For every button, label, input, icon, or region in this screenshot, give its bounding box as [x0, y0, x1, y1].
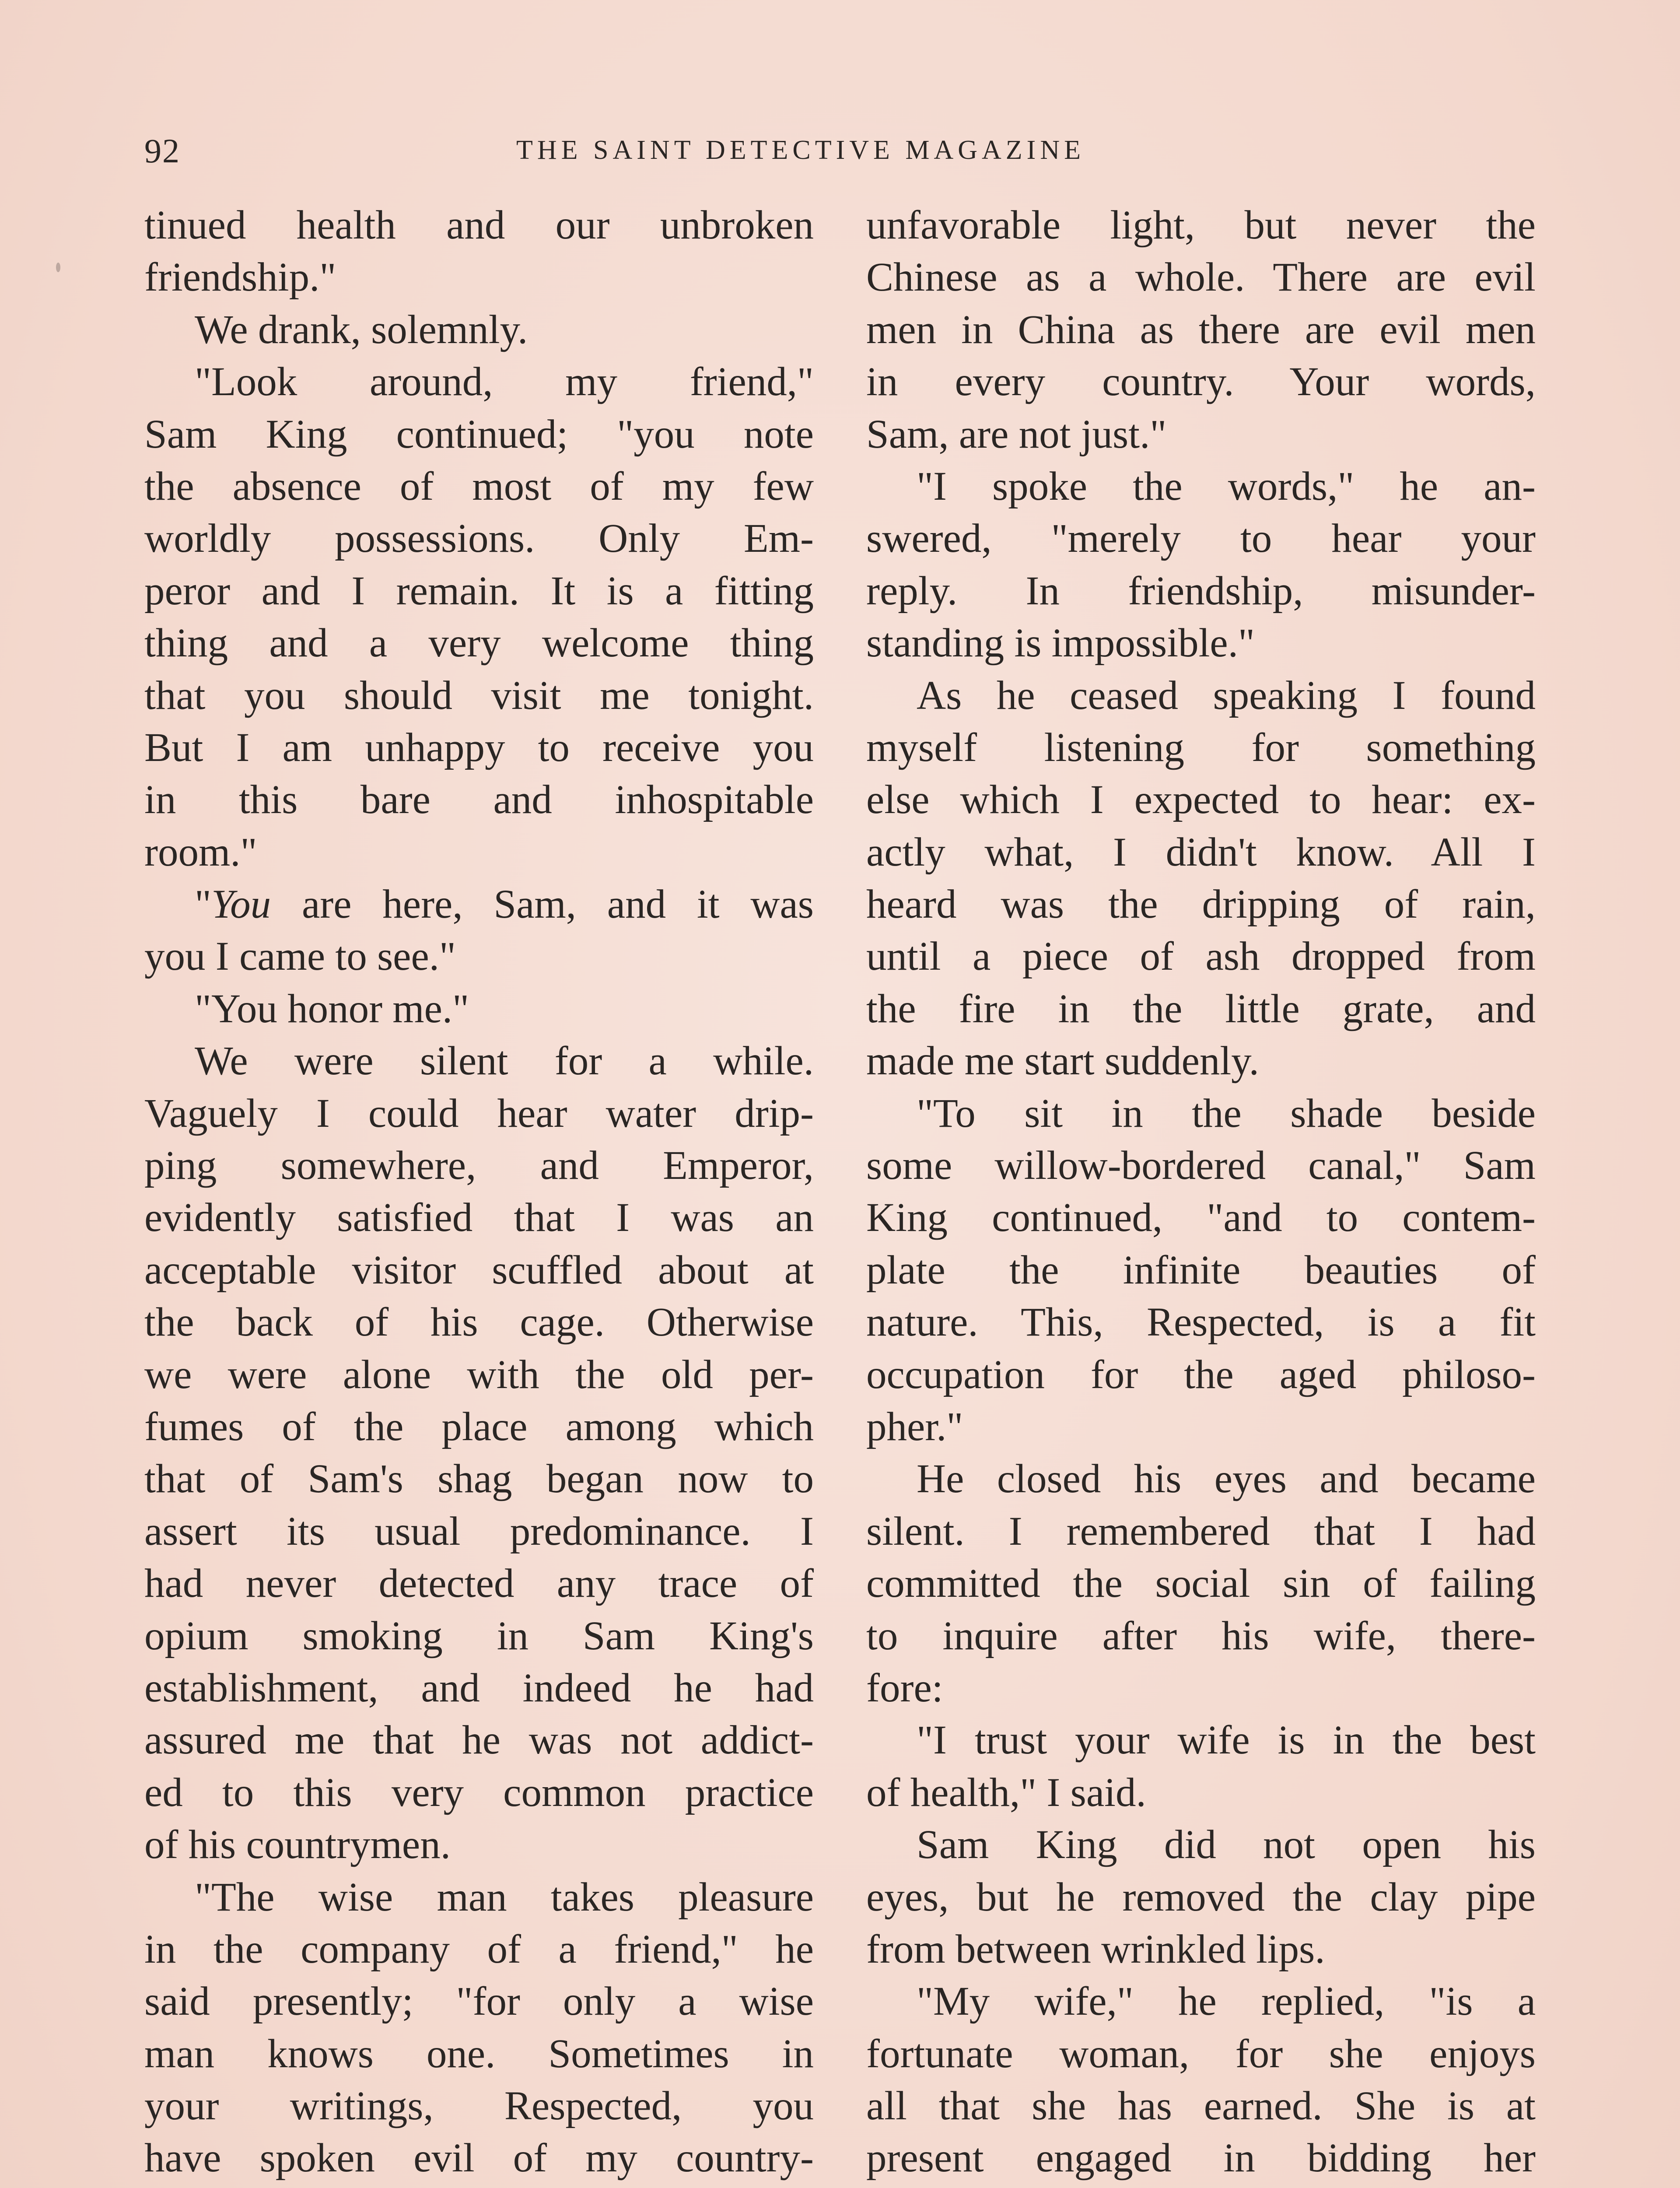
text-line [144, 2184, 814, 2188]
text-line: to inquire after his wife, there- [866, 1613, 1536, 1659]
text-line: "To sit in the shade beside [917, 1090, 1536, 1136]
text-line: present engaged in bidding her [866, 2135, 1536, 2181]
text-line: He closed his eyes and became [917, 1456, 1536, 1502]
text-line: "I trust your wife is in the best [917, 1718, 1536, 1763]
text-line: plate the infinite beauties of [866, 1247, 1536, 1293]
text-line: "You honor me." [195, 986, 469, 1031]
text-line: of health," I said. [866, 1770, 1146, 1815]
text-line: worldly possessions. Only Em- [144, 516, 814, 561]
text-line: fortunate woman, for she enjoys [866, 2031, 1536, 2076]
text-line: "My wife," he replied, "is a [917, 1979, 1536, 2024]
text-line: actly what, I didn't know. All I [866, 829, 1536, 875]
text-line: that you should visit me tonight. [144, 673, 814, 718]
text-line: We were silent for a while. [195, 1038, 814, 1084]
text-line: "You are here, Sam, and it was [195, 882, 814, 927]
text-line: assured me that he was not addict- [144, 1718, 814, 1763]
text-line: some willow-bordered canal," Sam [866, 1143, 1536, 1189]
text-line: man knows one. Sometimes in [144, 2031, 814, 2076]
text-line: assert its usual predominance. I [144, 1508, 814, 1554]
left-text-column [144, 199, 814, 2188]
text-line: But I am unhappy to receive you [144, 725, 814, 770]
text-line: eyes, but he removed the clay pipe [866, 1874, 1536, 1920]
text-line: ed to this very common practice [144, 1770, 814, 1815]
page-header [144, 131, 1540, 179]
text-line: King continued, "and to contem- [866, 1195, 1536, 1241]
text-line: Sam King continued; "you note [144, 411, 814, 457]
text-line: As he ceased speaking I found [917, 673, 1536, 718]
text-line: friendship." [144, 255, 336, 300]
text-line: men in China as there are evil men [866, 307, 1536, 352]
text-line: until a piece of ash dropped from [866, 934, 1536, 979]
text-line: the absence of most of my few [144, 463, 814, 509]
text-line: that of Sam's shag began now to [144, 1456, 814, 1502]
text-line: Vaguely I could hear water drip- [144, 1090, 814, 1136]
text-line: fore: [866, 1665, 943, 1711]
text-line: occupation for the aged philoso- [866, 1352, 1536, 1397]
text-line: your writings, Respected, you [144, 2083, 814, 2129]
text-line: We drank, solemnly. [195, 307, 528, 352]
text-line: peror and I remain. It is a fitting [144, 568, 814, 614]
text-line: said presently; "for only a wise [144, 1979, 814, 2024]
text-line: evidently satisfied that I was an [144, 1195, 814, 1241]
text-line: have spoken evil of my country- [144, 2135, 814, 2181]
right-text-column [866, 199, 1536, 2188]
text-line: establishment, and indeed he had [144, 1665, 814, 1711]
text-line [866, 2184, 1536, 2188]
text-line: unfavorable light, but never the [866, 203, 1536, 248]
text-line: committed the social sin of failing [866, 1561, 1536, 1606]
text-line: tinued health and our unbroken [144, 203, 814, 248]
text-line: "The wise man takes pleasure [195, 1874, 814, 1920]
text-line: in this bare and inhospitable [144, 777, 814, 823]
text-line: had never detected any trace of [144, 1561, 814, 1606]
text-line: Chinese as a whole. There are evil [866, 255, 1536, 300]
text-line: fumes of the place among which [144, 1404, 814, 1449]
text-line: "I spoke the words," he an- [917, 463, 1536, 509]
text-line: myself listening for something [866, 725, 1536, 770]
text-line: of his countrymen. [144, 1822, 451, 1868]
text-line: the fire in the little grate, and [866, 986, 1536, 1031]
page-number: 92 [144, 132, 180, 170]
text-line: in every country. Your words, [866, 359, 1536, 405]
text-line: Sam King did not open his [917, 1822, 1536, 1868]
text-line: heard was the dripping of rain, [866, 882, 1536, 927]
text-line: room." [144, 829, 257, 875]
text-line: opium smoking in Sam King's [144, 1613, 814, 1659]
text-line: Sam, are not just." [866, 411, 1167, 457]
text-line: all that she has earned. She is at [866, 2083, 1536, 2129]
text-line: "Look around, my friend," [195, 359, 814, 405]
text-line: thing and a very welcome thing [144, 621, 814, 666]
text-line: else which I expected to hear: ex- [866, 777, 1536, 823]
text-line: pher." [866, 1404, 963, 1449]
text-line: the back of his cage. Otherwise [144, 1300, 814, 1345]
text-line: standing is impossible." [866, 621, 1255, 666]
paper-speck [56, 263, 60, 272]
text-line: from between wrinkled lips. [866, 1926, 1325, 1972]
text-line: in the company of a friend," he [144, 1926, 814, 1972]
running-head: THE SAINT DETECTIVE MAGAZINE [516, 135, 1085, 165]
text-line: nature. This, Respected, is a fit [866, 1300, 1536, 1345]
text-line: you I came to see." [144, 934, 456, 979]
text-line: made me start suddenly. [866, 1038, 1259, 1084]
text-line: we were alone with the old per- [144, 1352, 814, 1397]
text-line: swered, "merely to hear your [866, 516, 1536, 561]
text-line: ping somewhere, and Emperor, [144, 1143, 814, 1189]
text-line: acceptable visitor scuffled about at [144, 1247, 814, 1293]
text-line: reply. In friendship, misunder- [866, 568, 1536, 614]
text-line: silent. I remembered that I had [866, 1508, 1536, 1554]
